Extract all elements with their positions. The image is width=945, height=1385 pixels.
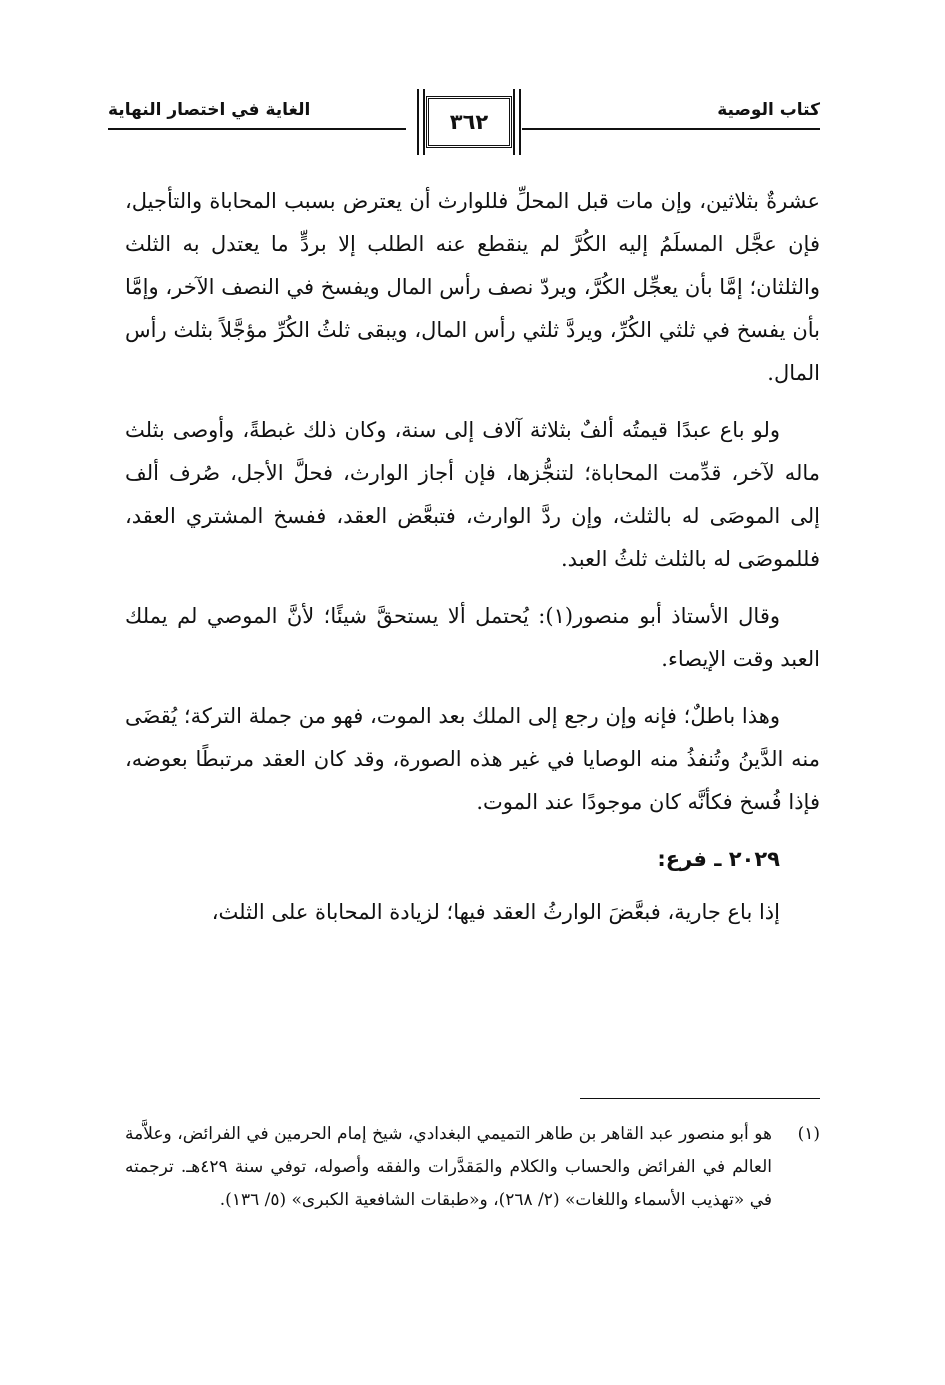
paragraph-2: ولو باع عبدًا قيمتُه ألفٌ بثلاثة آلاف إلى سنة، وكان ذلك غبطةً، وأوصى بثلث ماله لآخر، قدِّمت المحاباة؛ لتنجُّزها، فإن أجاز الوارث، فحلَّ الأجل، صُرف ألف إلى الموصَى له بالثلث، وإن ردَّ الوارث، فتبعَّض العقد، ففسخ المشتري العقد، فللموصَى له بالثلث ثلثُ العبد. xyxy=(125,418,820,571)
footnote-separator xyxy=(580,1098,820,1099)
footnote xyxy=(125,1118,820,1217)
paragraph-3: وقال الأستاذ أبو منصور(١): يُحتمل ألا يستحقَّ شيئًا؛ لأنَّ الموصي لم يملك العبد وقت الإيصاء. xyxy=(125,604,820,671)
work-title: الغاية في اختصار النهاية xyxy=(108,100,311,120)
paragraph-5: إذا باع جارية، فبعَّضَ الوارثُ العقد فيها؛ لزيادة المحاباة على الثلث، xyxy=(211,900,780,924)
header-rule-left xyxy=(108,128,406,130)
footnote-marker: (١) xyxy=(797,1124,820,1144)
header-rule-right xyxy=(522,128,820,130)
page-number: ٣٦٢ xyxy=(449,110,489,134)
main-text xyxy=(125,180,820,948)
book-title: كتاب الوصية xyxy=(717,100,820,120)
paragraph-4: وهذا باطلٌ؛ فإنه وإن رجع إلى الملك بعد الموت، فهو من جملة التركة؛ يُقضَى منه الدَّينُ وتُنفذُ منه الوصايا في غير هذه الصورة، وقد كان العقد مرتبطًا بعوضه، فإذا فُسخ فكأنَّه كان موجودًا عند الموت. xyxy=(125,704,820,814)
page-number-frame xyxy=(426,96,512,148)
section-heading: ٢٠٢٩ ـ فرع: xyxy=(657,847,780,871)
page-header xyxy=(108,92,820,162)
footnote-text: هو أبو منصور عبد القاهر بن طاهر التميمي البغدادي، شيخ إمام الحرمين في الفرائض، وعلاَّمة العالم في الفرائض والحساب والكلام والمَقدَّرات والفقه وأصوله، توفي سنة ٤٢٩هـ. ترجمته في «تهذيب الأسماء واللغات» (٢/ ٢٦٨)، و«طبقات الشافعية الكبرى» (٥/ ١٣٦). xyxy=(125,1124,773,1210)
paragraph-1: عشرةٌ بثلاثين، وإن مات قبل المحلِّ فللوارث أن يعترض بسبب المحاباة والتأجيل، فإن عجَّل المسلَمُ إليه الكُرَّ لم ينقطع عنه الطلب إلا بردٍّ ما يعتدل به الثلث والثلثان؛ إمَّا بأن يعجِّل الكُرَّ، ويردّ نصف رأس المال ويفسخ في النصف الآخر، وإمَّا بأن يفسخ في ثلثي الكُرِّ، ويردَّ ثلثي رأس المال، ويبقى ثلثُ الكُرِّ مؤجَّلاً بثلث رأس المال. xyxy=(125,189,820,385)
